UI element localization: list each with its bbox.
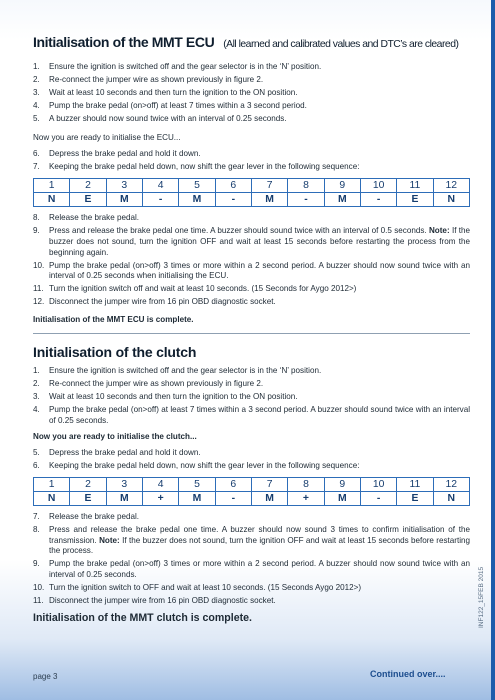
step-number: 7. xyxy=(33,511,40,521)
step-text: Depress the brake pedal and hold it down. xyxy=(49,447,201,457)
clutch-step xyxy=(33,596,470,607)
ecu-steps-list-b xyxy=(33,149,470,173)
step-number: 5. xyxy=(33,114,40,124)
clutch-step xyxy=(33,461,470,472)
sequence-step-number: 1 xyxy=(34,179,70,193)
step-text: Re-connect the jumper wire as shown previously in figure 2. xyxy=(49,75,264,85)
sequence-gear-position: M xyxy=(179,193,215,207)
sequence-gear-position: - xyxy=(215,193,251,207)
sequence-gear-position: E xyxy=(397,491,433,505)
sequence-gear-position: - xyxy=(288,193,324,207)
clutch-complete-text: Initialisation of the MMT clutch is complete. xyxy=(33,612,252,625)
step-number: 6. xyxy=(33,149,40,159)
step-number: 5. xyxy=(33,447,40,457)
sequence-step-number: 10 xyxy=(360,477,396,491)
clutch-step xyxy=(33,366,470,377)
sequence-step-number: 4 xyxy=(142,477,178,491)
ecu-title-main: Initialisation of the MMT ECU xyxy=(33,34,215,50)
clutch-step xyxy=(33,405,470,426)
sequence-step-number: 6 xyxy=(215,477,251,491)
ecu-steps-list-a xyxy=(33,62,470,125)
sequence-gear-position: M xyxy=(106,193,142,207)
ecu-title xyxy=(33,18,470,55)
sequence-step-number: 2 xyxy=(70,179,106,193)
sequence-step-number: 4 xyxy=(142,179,178,193)
step-text: Keeping the brake pedal held down, now shift the gear lever in the following sequence: xyxy=(49,162,360,172)
sequence-gear-position: N xyxy=(34,193,70,207)
sequence-step-number: 5 xyxy=(179,477,215,491)
step-text: Ensure the ignition is switched off and the gear selector is in the ‘N’ position. xyxy=(49,366,322,376)
ecu-step-8 xyxy=(33,213,470,224)
clutch-steps-list-mid xyxy=(33,512,470,557)
clutch-steps-list-b xyxy=(33,448,470,472)
sequence-step-number: 6 xyxy=(215,179,251,193)
page-edge-bar xyxy=(491,0,495,700)
sequence-step-number: 10 xyxy=(360,179,396,193)
step-text: A buzzer should now sound twice with an interval of 0.25 seconds. xyxy=(49,114,287,124)
step-number: 3. xyxy=(33,392,40,402)
sequence-gear-position: M xyxy=(324,193,360,207)
sequence-step-number: 2 xyxy=(70,477,106,491)
clutch-step-8 xyxy=(33,525,470,557)
sequence-gear-position: N xyxy=(34,491,70,505)
sequence-gear-position: + xyxy=(142,491,178,505)
step-text: Turn the ignition switch off and wait at least 10 seconds. (15 Seconds for Aygo 2012>) xyxy=(49,284,357,294)
sequence-gear-position: - xyxy=(142,193,178,207)
step-number: 1. xyxy=(33,62,40,71)
step-number: 10. xyxy=(33,582,45,592)
step-number: 8. xyxy=(33,524,40,534)
note-text: If the buzzer does not sound, turn the ignition OFF and wait at least 15 seconds before restarting the process from the beginning again. xyxy=(49,226,471,257)
ecu-step xyxy=(33,297,470,308)
step-text: Pump the brake pedal (on>off) at least 7 times within a 3 second period. xyxy=(49,101,307,111)
clutch-ready-text: Now you are ready to initialise the clutch... xyxy=(33,432,197,442)
sequence-gear-position: E xyxy=(70,193,106,207)
note-label: Note: xyxy=(99,535,120,545)
clutch-step xyxy=(33,583,470,594)
sequence-gear-row xyxy=(34,193,470,207)
step-text: Ensure the ignition is switched off and the gear selector is in the ‘N’ position. xyxy=(49,62,322,71)
sequence-gear-position: N xyxy=(433,491,469,505)
step-text: Wait at least 10 seconds and then turn the ignition to the ON position. xyxy=(49,392,298,402)
step-number: 2. xyxy=(33,379,40,389)
ecu-step xyxy=(33,162,470,173)
ecu-step xyxy=(33,149,470,160)
step-number: 1. xyxy=(33,366,40,376)
step-text: Release the brake pedal. xyxy=(49,213,139,223)
sequence-step-number: 11 xyxy=(397,179,433,193)
ecu-step xyxy=(33,284,470,295)
clutch-gear-sequence-table xyxy=(33,477,470,506)
step-text: Disconnect the jumper wire from 16 pin OBD diagnostic socket. xyxy=(49,297,276,307)
step-number: 3. xyxy=(33,88,40,98)
continued-over-text: Continued over.... xyxy=(370,669,446,679)
sequence-step-number: 9 xyxy=(324,477,360,491)
clutch-step xyxy=(33,379,470,390)
step-text: Disconnect the jumper wire from 16 pin OBD diagnostic socket. xyxy=(49,596,276,605)
sequence-step-number: 3 xyxy=(106,477,142,491)
step-text: Release the brake pedal. xyxy=(49,511,139,521)
step-number: 4. xyxy=(33,101,40,111)
ecu-step xyxy=(33,88,470,99)
clutch-step xyxy=(33,392,470,403)
step-text: Press and release the brake pedal one time. A buzzer should sound twice with an interval of 0.5 seconds. xyxy=(49,226,427,236)
ecu-step xyxy=(33,261,470,282)
step-number: 4. xyxy=(33,405,40,415)
ecu-step-9 xyxy=(33,226,470,258)
sequence-gear-position: - xyxy=(360,193,396,207)
sequence-step-number: 3 xyxy=(106,179,142,193)
step-number: 8. xyxy=(33,213,40,223)
sequence-gear-position: N xyxy=(433,193,469,207)
sequence-step-number: 12 xyxy=(433,179,469,193)
step-text: Re-connect the jumper wire as shown previously in figure 2. xyxy=(49,379,264,389)
clutch-steps-list-c xyxy=(33,559,470,606)
step-number: 6. xyxy=(33,460,40,470)
ecu-step xyxy=(33,75,470,86)
sequence-gear-position: E xyxy=(70,491,106,505)
clutch-title: Initialisation of the clutch xyxy=(33,344,197,361)
clutch-step-7 xyxy=(33,512,470,523)
ecu-complete-text: Initialisation of the MMT ECU is complete. xyxy=(33,314,194,324)
step-number: 2. xyxy=(33,75,40,85)
step-number: 9. xyxy=(33,226,40,236)
step-text: Pump the brake pedal (on>off) at least 7 times within a 3 second period. A buzzer should sound twice with an interval of 0.25 seconds. xyxy=(49,405,470,425)
sequence-step-number: 7 xyxy=(251,477,287,491)
page-number: page 3 xyxy=(33,672,58,681)
step-number: 11. xyxy=(33,596,44,605)
sequence-step-number: 5 xyxy=(179,179,215,193)
ecu-title-note: (All learned and calibrated values and DTC’s are cleared) xyxy=(223,39,459,50)
document-code: INF122_15FEB 2015 xyxy=(478,566,485,628)
sequence-step-number: 8 xyxy=(288,477,324,491)
step-number: 7. xyxy=(33,162,40,172)
step-text: Press and release the brake pedal one time. A buzzer should now sound 3 times to confirm initialisation of the transmission. xyxy=(49,524,470,545)
sequence-gear-position: E xyxy=(397,193,433,207)
step-text: Pump the brake pedal (on>off) 3 times or more within a 2 second period. A buzzer should now sound twice with an interval of 0.25 seconds when initialising the ECU. xyxy=(49,260,470,281)
sequence-gear-position: M xyxy=(106,491,142,505)
ecu-ready-text: Now you are ready to initialise the ECU... xyxy=(33,133,181,143)
clutch-step xyxy=(33,448,470,459)
note-text: If the buzzer does not sound, turn the ignition OFF and wait at least 15 seconds before restarting the process. xyxy=(49,535,471,556)
sequence-step-number: 7 xyxy=(251,179,287,193)
step-text: Pump the brake pedal (on>off) 3 times or more within a 2 second period. A buzzer should now sound twice with an interval of 0.25 seconds. xyxy=(49,559,470,579)
sequence-step-row xyxy=(34,477,470,491)
sequence-step-number: 1 xyxy=(34,477,70,491)
step-text: Keeping the brake pedal held down, now shift the gear lever in the following sequence: xyxy=(49,460,360,470)
sequence-gear-row xyxy=(34,491,470,505)
step-text: Depress the brake pedal and hold it down. xyxy=(49,149,201,159)
content xyxy=(33,18,470,624)
step-number: 11. xyxy=(33,284,44,294)
step-number: 12. xyxy=(33,297,45,307)
sequence-gear-position: M xyxy=(251,491,287,505)
sequence-step-number: 8 xyxy=(288,179,324,193)
sequence-gear-position: + xyxy=(288,491,324,505)
note-label: Note: xyxy=(428,226,450,236)
step-text: Wait at least 10 seconds and then turn the ignition to the ON position. xyxy=(49,88,298,98)
step-text: Turn the ignition switch to OFF and wait at least 10 seconds. (15 Seconds Aygo 2012>) xyxy=(49,582,362,592)
sequence-gear-position: M xyxy=(251,193,287,207)
ecu-gear-sequence-table xyxy=(33,178,470,207)
sequence-gear-position: M xyxy=(324,491,360,505)
sequence-step-number: 9 xyxy=(324,179,360,193)
ecu-steps-list-c xyxy=(33,261,470,308)
ecu-steps-list-mid xyxy=(33,213,470,258)
sequence-gear-position: M xyxy=(179,491,215,505)
clutch-steps-list-a xyxy=(33,366,470,426)
ecu-step xyxy=(33,114,470,125)
clutch-step xyxy=(33,559,470,580)
step-number: 9. xyxy=(33,559,40,569)
sequence-gear-position: - xyxy=(215,491,251,505)
sequence-step-row xyxy=(34,179,470,193)
ecu-step xyxy=(33,101,470,112)
ecu-step xyxy=(33,62,470,73)
sequence-step-number: 11 xyxy=(397,477,433,491)
step-number: 10. xyxy=(33,260,45,270)
sequence-gear-position: - xyxy=(360,491,396,505)
sequence-step-number: 12 xyxy=(433,477,469,491)
